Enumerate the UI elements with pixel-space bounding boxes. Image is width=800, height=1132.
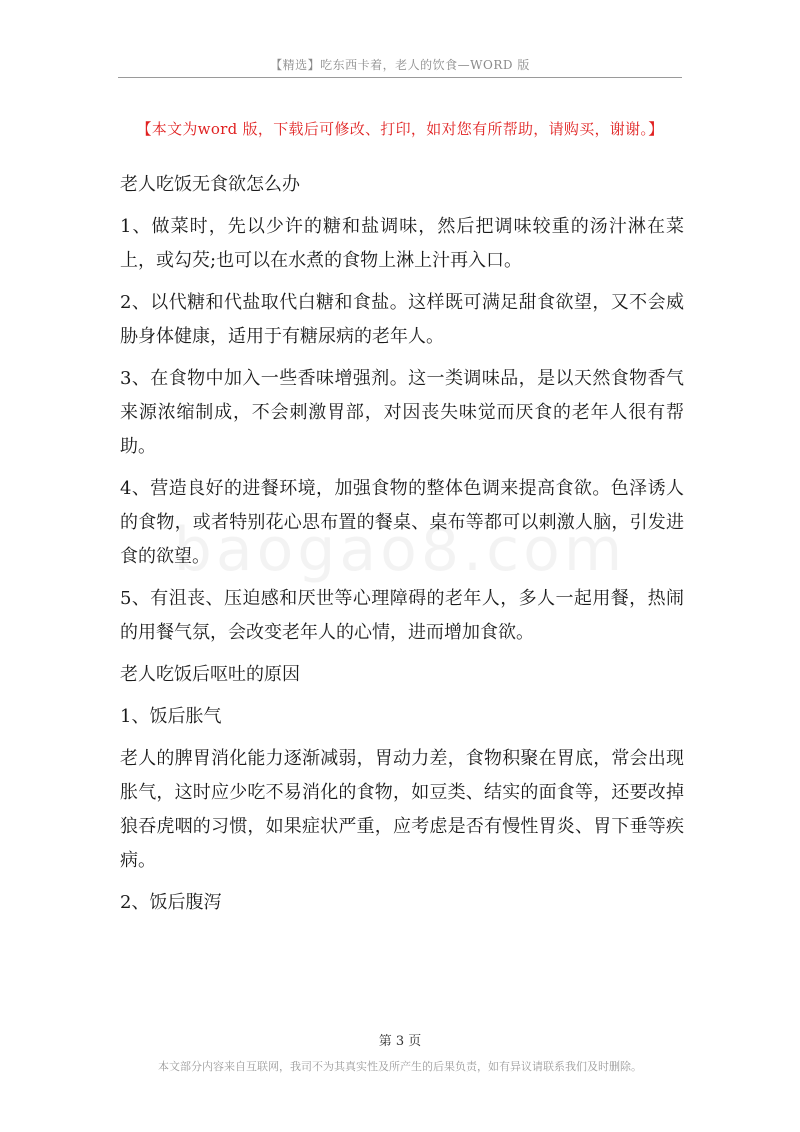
body-paragraph: 1、做菜时，先以少许的糖和盐调味，然后把调味较重的汤汁淋在菜上，或勾芡;也可以在水煮的食物上淋上汁再入口。 bbox=[120, 216, 684, 271]
page-footer: 本文部分内容来自互联网，我司不为其真实性及所产生的后果负责，如有异议请联系我们及时删除。 bbox=[158, 1060, 642, 1073]
body-paragraph: 3、在食物中加入一些香味增强剂。这一类调味品，是以天然食物香气来源浓缩制成，不会刺激胃部，对因丧失味觉而厌食的老年人很有帮助。 bbox=[120, 368, 684, 457]
body-paragraph: 2、以代糖和代盐取代白糖和食盐。这样既可满足甜食欲望，又不会威胁身体健康，适用于有糖尿病的老年人。 bbox=[120, 292, 684, 347]
page-number: 第 3 页 bbox=[378, 1034, 422, 1049]
section-heading: 老人吃饭无食欲怎么办 bbox=[120, 174, 300, 195]
header-divider bbox=[118, 77, 682, 78]
page-header: 【精选】吃东西卡着，老人的饮食—WORD 版 bbox=[270, 58, 530, 72]
subsection-heading: 2、饭后腹泻 bbox=[120, 892, 222, 913]
body-paragraph: 5、有沮丧、压迫感和厌世等心理障碍的老年人，多人一起用餐，热闹的用餐气氛，会改变老年人的心情，进而增加食欲。 bbox=[120, 588, 684, 643]
document-body bbox=[120, 168, 684, 928]
purchase-notice: 【本文为word 版，下载后可修改、打印，如对您有所帮助，请购买，谢谢。】 bbox=[136, 120, 664, 138]
body-paragraph: 4、营造良好的进餐环境，加强食物的整体色调来提高食欲。色泽诱人的食物，或者特别花心思布置的餐桌、桌布等都可以刺激人脑，引发进食的欲望。 bbox=[120, 478, 684, 567]
subsection-heading: 1、饭后胀气 bbox=[120, 706, 222, 727]
section-heading: 老人吃饭后呕吐的原因 bbox=[120, 664, 300, 685]
body-paragraph: 老人的脾胃消化能力逐渐减弱，胃动力差，食物积聚在胃底，常会出现胀气，这时应少吃不易消化的食物，如豆类、结实的面食等，还要改掉狼吞虎咽的习惯，如果症状严重，应考虑是否有慢性胃炎、胃下垂等疾病。 bbox=[120, 748, 684, 871]
